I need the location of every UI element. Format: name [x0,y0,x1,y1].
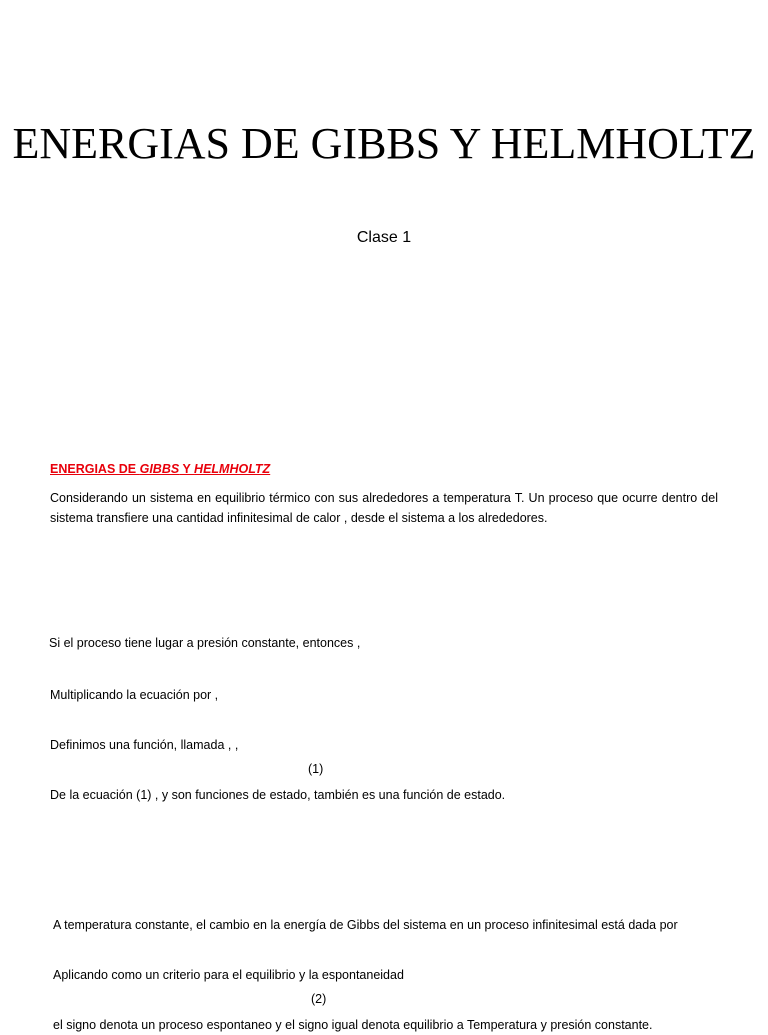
line-aplicando: Aplicando como un criterio para el equilibrio y la espontaneidad [53,968,404,982]
equation-1-label: (1) [308,762,324,776]
line-temperatura-constante: A temperatura constante, el cambio en la energía de Gibbs del sistema en un proceso infinitesimal está dada por [53,918,678,932]
document-title: ENERGIAS DE GIBBS Y HELMHOLTZ [12,119,756,168]
document-subtitle: Clase 1 [356,229,412,246]
line-multiplicando: Multiplicando la ecuación por , [50,688,219,702]
heading-part-1: ENERGIAS DE [50,462,140,476]
heading-helmholtz: HELMHOLTZ [194,462,271,476]
heading-gibbs: GIBBS [139,462,180,476]
line-ecuacion-1: De la ecuación (1) , y son funciones de estado, también es una función de estado. [50,788,506,802]
line-definimos: Definimos una función, llamada , , [50,738,239,752]
line-presion-constante: Si el proceso tiene lugar a presión constante, entonces , [49,636,361,650]
heading-part-2: Y [179,462,195,476]
equation-2-label: (2) [311,992,327,1006]
section-heading [50,462,270,476]
intro-paragraph: Considerando un sistema en equilibrio térmico con sus alrededores a temperatura T. Un proceso que ocurre dentro del sistema transfiere una cantidad infinitesimal de calor , desde el sistema a los alrededores. [50,491,718,525]
line-signo: el signo denota un proceso espontaneo y el signo igual denota equilibrio a Temperatura y presión constante. [53,1018,653,1032]
